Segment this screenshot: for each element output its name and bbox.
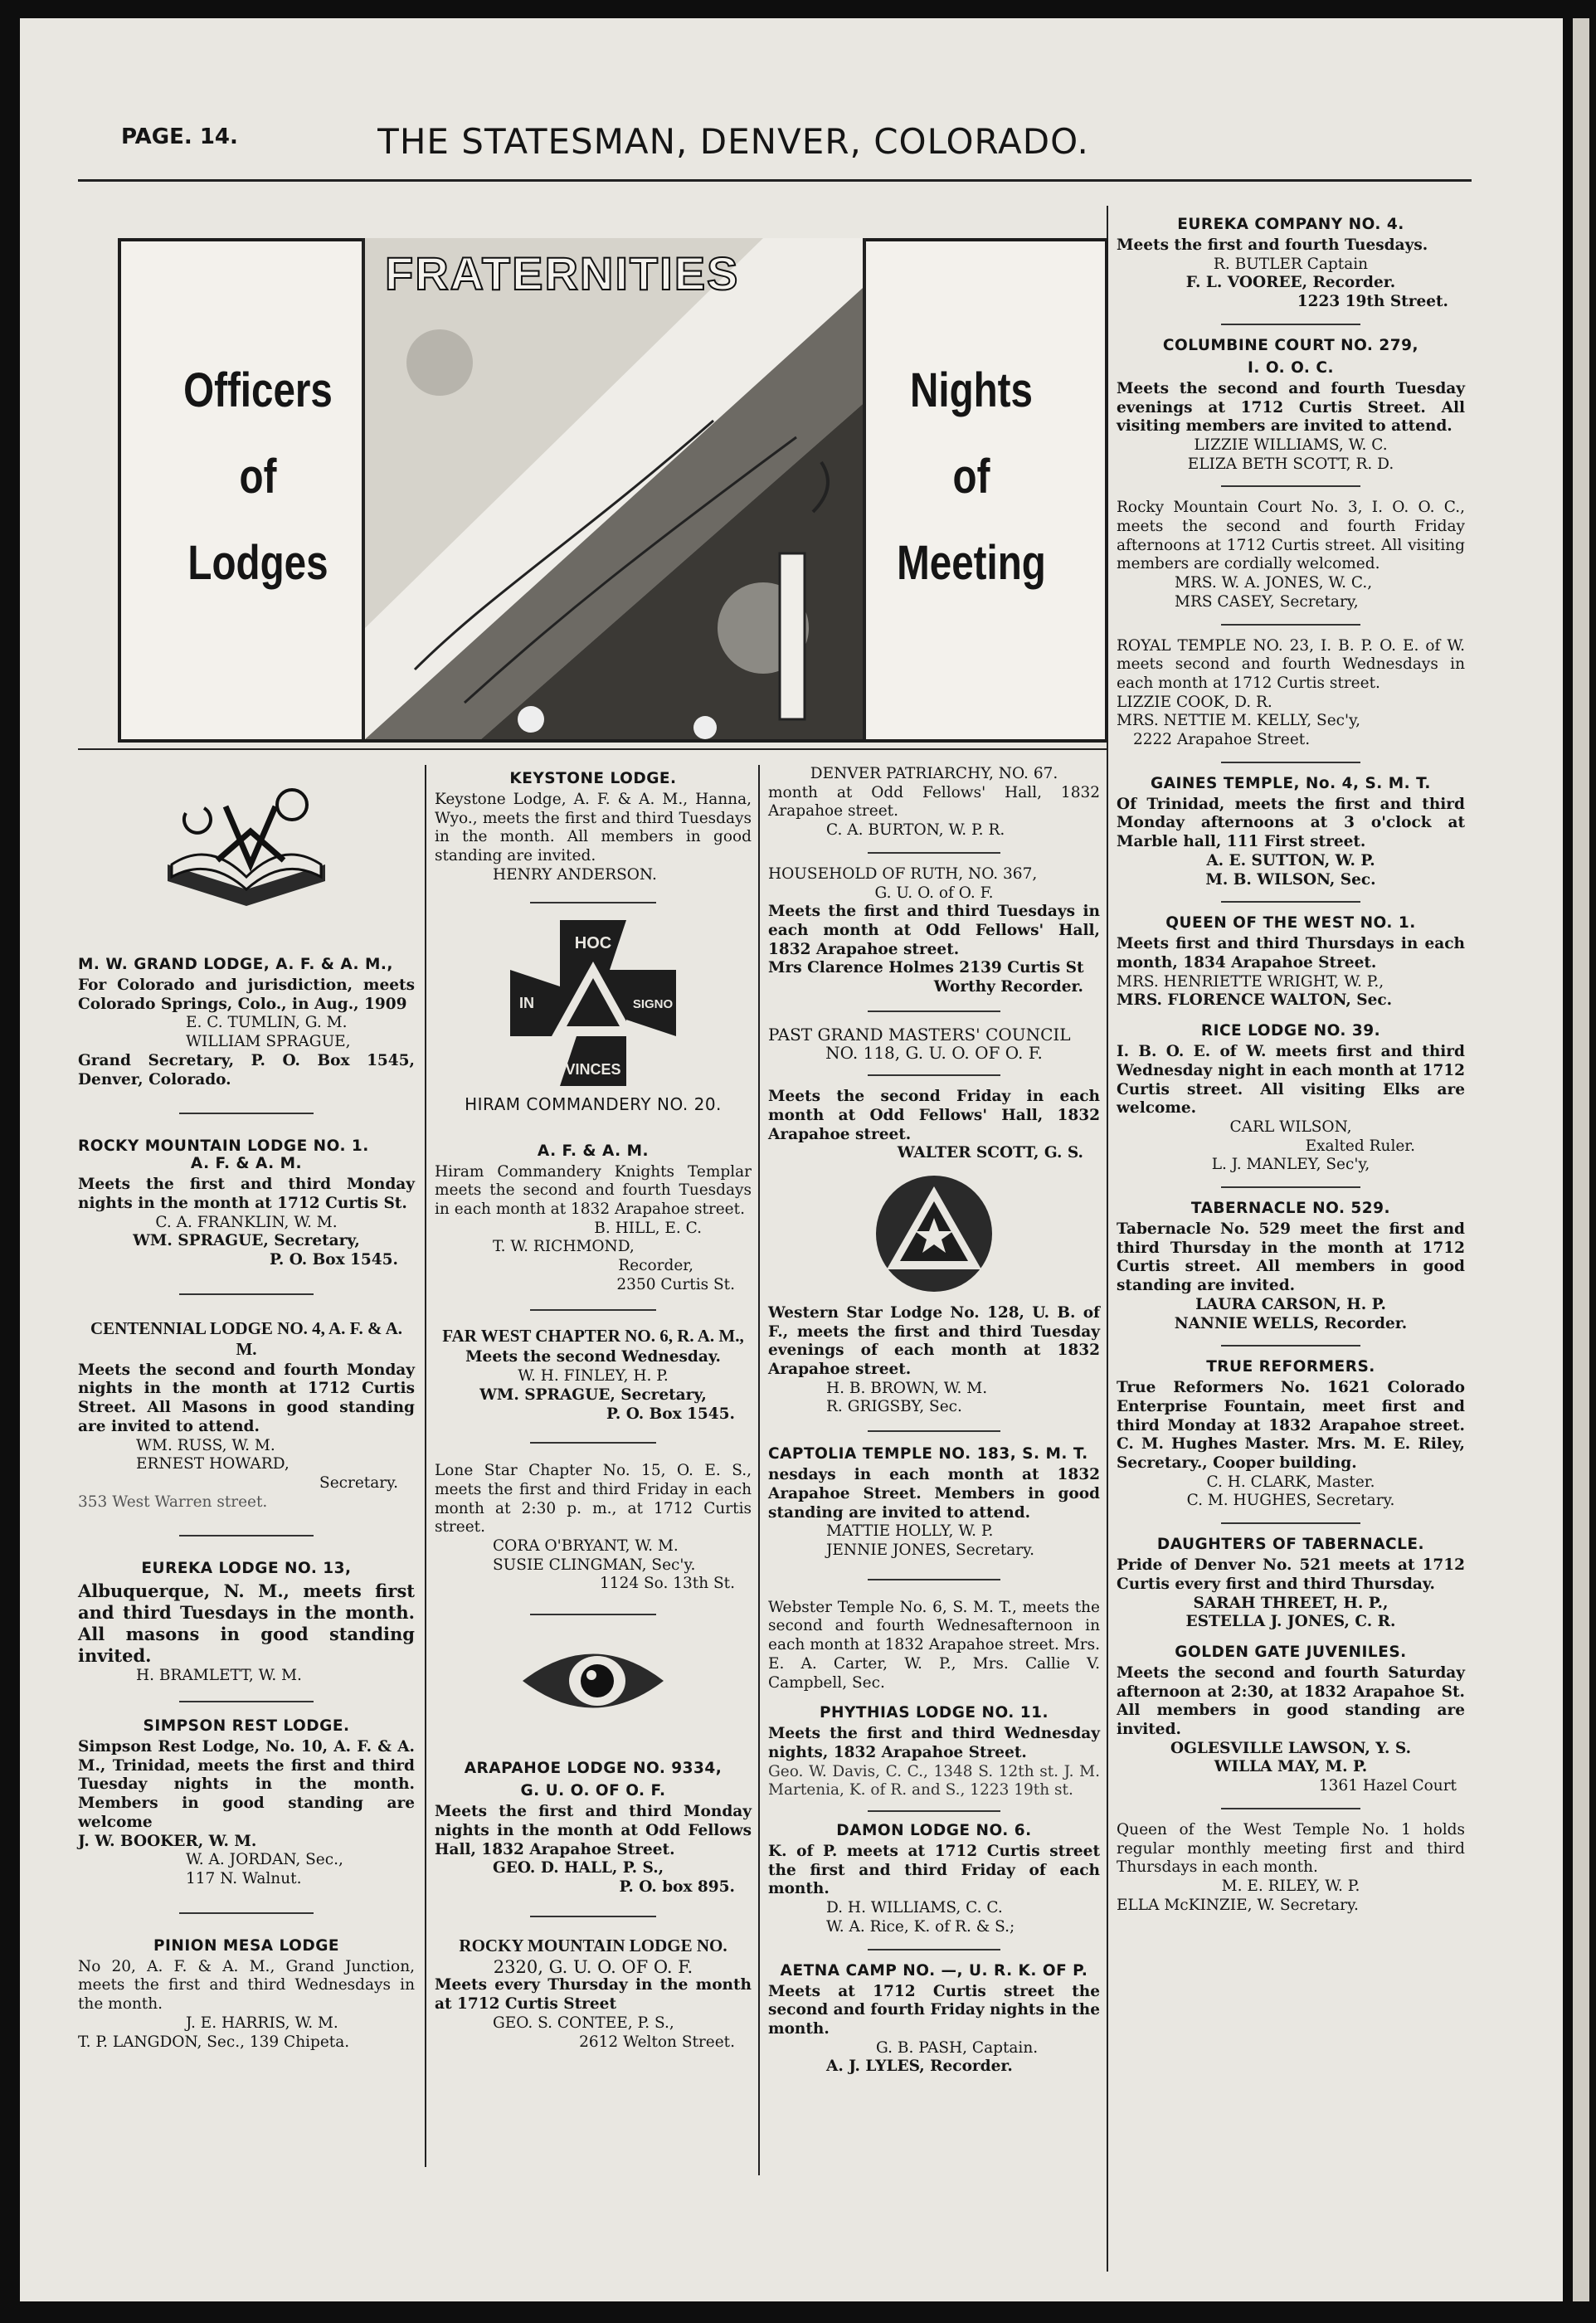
officer-line: 1361 Hazel Court xyxy=(1318,1777,1457,1795)
columbine-court-title: COLUMBINE COURT NO. 279, xyxy=(1162,336,1419,354)
officer-line: SUSIE CLINGMAN, Sec'y. xyxy=(493,1556,696,1574)
divider xyxy=(530,902,657,903)
mw-grand-lodge-body: For Colorado and jurisdiction, meets Colorado Springs, Colo., in Aug., 1909 xyxy=(78,976,415,1013)
column-4 xyxy=(1117,211,1465,1915)
officer-line: W. A. JORDAN, Sec., xyxy=(186,1851,343,1869)
divider xyxy=(179,1701,314,1702)
divider xyxy=(1221,324,1360,325)
officer-line: P. O. box 895. xyxy=(619,1877,735,1896)
lone-star-chapter-body: Lone Star Chapter No. 15, O. E. S., meets the first and third Friday in each month at 2:30 p. m., at 1712 Curtis street. xyxy=(435,1462,752,1536)
emblem-text-left: IN xyxy=(519,994,534,1011)
officer-line: NANNIE WELLS, Recorder. xyxy=(1174,1314,1408,1332)
officer-line: WM. SPRAGUE, Secretary, xyxy=(133,1232,360,1250)
divider xyxy=(1221,1345,1360,1347)
officer-line: T. P. LANGDON, Sec., 139 Chipeta. xyxy=(78,2033,350,2051)
past-grand-masters-title: PAST GRAND MASTERS' COUNCIL xyxy=(768,1024,1071,1045)
fraternities-illustration xyxy=(362,238,866,739)
pinion-mesa-lodge-body: No 20, A. F. & A. M., Grand Junction, meets the first and third Wednesdays in the month. xyxy=(78,1957,415,2014)
officer-line: W. H. FINLEY, H. P. xyxy=(518,1367,669,1386)
illustration-title: FRATERNITIES xyxy=(385,247,740,300)
officer-line: C. H. CLARK, Master. xyxy=(1206,1473,1375,1491)
officer-line: T. W. RICHMOND, xyxy=(493,1238,635,1256)
banner-word: Lodges xyxy=(187,536,328,590)
hiram-commandery-title: HIRAM COMMANDERY NO. 20. xyxy=(465,1093,722,1114)
denver-patriarchy-body: month at Odd Fellows' Hall, 1832 Arapahoe street. xyxy=(768,783,1100,821)
star-triangle-emblem-icon xyxy=(872,1171,996,1296)
templar-cross-icon xyxy=(510,920,676,1086)
emblem-text-bottom: VINCES xyxy=(565,1060,621,1078)
officer-line: W. A. Rice, K. of R. & S.; xyxy=(826,1917,1015,1936)
officer-line: H. B. BROWN, W. M. xyxy=(826,1379,988,1397)
emblem-text-right: SIGNO xyxy=(632,996,674,1011)
divider xyxy=(530,1916,657,1917)
simpson-rest-lodge-body: Simpson Rest Lodge, No. 10, A. F. & A. M., Trinidad, meets the first and third Tuesday nights in the month. Members in good standing are welcome xyxy=(78,1738,415,1831)
officer-line: ERNEST HOWARD, xyxy=(136,1455,290,1473)
denver-patriarchy-title: DENVER PATRIARCHY, NO. 67. xyxy=(810,765,1058,782)
keystone-lodge-body: Keystone Lodge, A. F. & A. M., Hanna, Wyo., meets the first and third Tuesdays in the month. All members in good standing are invited. xyxy=(435,791,752,865)
officer-line: JENNIE JONES, Secretary. xyxy=(826,1541,1034,1559)
true-reformers-body: True Reformers No. 1621 Colorado Enterprise Fountain, meet first and third Monday at 1832 Arapahoe street. C. M. Hughes Master. Mrs. M. E. Riley, Secretary., Cooper building. xyxy=(1117,1379,1465,1473)
banner-word: Meeting xyxy=(897,536,1046,590)
rocky-mountain-lodge-body: Meets the first and third Monday nights in the month at 1712 Curtis St. xyxy=(78,1176,415,1212)
officer-line: ESTELLA J. JONES, C. R. xyxy=(1185,1613,1396,1631)
western-star-lodge-body: Western Star Lodge No. 128, U. B. of F., meets the first and third Tuesday evenings of each month at 1832 Arapahoe street. xyxy=(768,1303,1100,1379)
officer-line: CARL WILSON, xyxy=(1229,1118,1352,1136)
officer-line: MRS. HENRIETTE WRIGHT, W. P., xyxy=(1117,972,1384,991)
officer-line: CORA O'BRYANT, W. M. xyxy=(493,1537,679,1556)
queen-of-the-west-title: QUEEN OF THE WEST NO. 1. xyxy=(1165,914,1416,933)
officer-line: WM. RUSS, W. M. xyxy=(136,1436,275,1454)
rocky-mountain-lodge-sub: A. F. & A. M. xyxy=(190,1155,303,1173)
divider xyxy=(1221,485,1360,487)
fraternities-illustration-art xyxy=(365,238,863,739)
keystone-lodge-title: KEYSTONE LODGE. xyxy=(509,770,677,787)
captolia-temple-body: nesdays in each month at 1832 Arapahoe Street. Members in good standing are invited to attend. xyxy=(768,1466,1100,1522)
far-west-chapter-body: Meets the second Wednesday. xyxy=(465,1348,721,1366)
gaines-temple-body: Of Trinidad, meets the first and third Monday afternoons at 3 o'clock at Marble hall, 111 First street. xyxy=(1117,795,1465,851)
officer-line: B. HILL, E. C. xyxy=(594,1219,702,1237)
officer-line: MRS. NETTIE M. KELLY, Sec'y, xyxy=(1117,712,1361,730)
simpson-rest-lodge-title: SIMPSON REST LODGE. xyxy=(143,1717,350,1736)
queen-of-the-west-body: Meets first and third Thursdays in each month, 1834 Arapahoe Street. xyxy=(1117,935,1465,972)
columbine-court-sub: I. O. O. C. xyxy=(1247,358,1335,377)
officer-line: LAURA CARSON, H. P. xyxy=(1195,1295,1386,1313)
centennial-lodge-body: Meets the second and fourth Monday nights in the month at 1712 Curtis Street. All Masons in good standing are invited to attend. xyxy=(78,1361,415,1435)
officer-line: MATTIE HOLLY, W. P. xyxy=(826,1522,994,1541)
banner-word: Nights xyxy=(910,363,1033,417)
all-seeing-eye-icon xyxy=(518,1635,668,1726)
divider xyxy=(868,1949,1000,1950)
officer-line: 353 West Warren street. xyxy=(78,1493,268,1511)
golden-gate-juveniles-body: Meets the second and fourth Saturday afternoon at 2:30, at 1832 Arapahoe St. All members in good standing are invited. xyxy=(1117,1663,1465,1739)
arapahoe-lodge-body: Meets the first and third Monday nights in the month at Odd Fellows Hall, 1832 Arapahoe Street. xyxy=(435,1803,752,1858)
banner-right-text xyxy=(859,348,1084,606)
officer-line: J. E. HARRIS, W. M. xyxy=(186,2014,338,2032)
rice-lodge-title: RICE LODGE NO. 39. xyxy=(1200,1022,1381,1040)
column-2 xyxy=(435,765,752,2052)
banner-word: of xyxy=(239,450,277,504)
officer-line: A. E. SUTTON, W. P. xyxy=(1206,851,1375,869)
officer-line: E. C. TUMLIN, G. M. xyxy=(186,1014,348,1032)
hiram-commandery-body: Hiram Commandery Knights Templar meets the second and fourth Tuesdays in each month at 1832 Arapahoe street. xyxy=(435,1162,752,1218)
divider xyxy=(179,1113,314,1114)
divider xyxy=(868,1074,1000,1076)
damon-lodge-title: DAMON LODGE NO. 6. xyxy=(836,1822,1032,1840)
officer-line: Exalted Ruler. xyxy=(1305,1137,1415,1155)
officer-line: 117 N. Walnut. xyxy=(186,1869,302,1887)
divider xyxy=(868,1810,1000,1812)
officer-line: 2612 Welton Street. xyxy=(579,2033,735,2051)
officer-line: C. A. FRANKLIN, W. M. xyxy=(155,1213,338,1231)
officer-line: D. H. WILLIAMS, C. C. xyxy=(826,1899,1003,1917)
divider xyxy=(530,1442,657,1444)
officer-line: L. J. MANLEY, Sec'y, xyxy=(1211,1156,1370,1174)
officer-line: GEO. D. HALL, P. S., xyxy=(493,1859,664,1877)
phythias-lodge-body: Meets the first and third Wednesday nights, 1832 Arapahoe Street. xyxy=(768,1725,1100,1761)
officer-line: F. L. VOOREE, Recorder. xyxy=(1185,274,1396,292)
officer-line: 2222 Arapahoe Street. xyxy=(1133,731,1311,749)
divider xyxy=(530,1309,657,1311)
far-west-chapter-title: FAR WEST CHAPTER NO. 6, R. A. M., xyxy=(442,1326,744,1347)
officer-line: Mrs Clarence Holmes 2139 Curtis St xyxy=(768,959,1084,977)
officer-line: MRS. W. A. JONES, W. C., xyxy=(1175,574,1373,592)
officer-line: J. W. BOOKER, W. M. xyxy=(78,1832,257,1850)
officer-line: HENRY ANDERSON. xyxy=(493,865,657,884)
webster-temple-body: Webster Temple No. 6, S. M. T., meets the second and fourth Wednesafternoon in each month at 1832 Arapahoe street. Mrs. E. A. Carter, W. P., Mrs. Callie V. Campbell, Sec. xyxy=(768,1598,1100,1692)
queen-west-temple-body: Queen of the West Temple No. 1 holds regular monthly meeting first and third Thursdays in each month. xyxy=(1117,1820,1465,1877)
officer-line: WILLIAM SPRAGUE, xyxy=(186,1033,351,1051)
officer-line: MRS CASEY, Secretary, xyxy=(1175,592,1359,611)
officer-line: H. BRAMLETT, W. M. xyxy=(136,1667,302,1685)
divider xyxy=(868,1579,1000,1580)
gaines-temple-title: GAINES TEMPLE, No. 4, S. M. T. xyxy=(1151,774,1431,792)
rocky-mountain-lodge-2320-sub: 2320, G. U. O. OF O. F. xyxy=(493,1956,693,1977)
officer-line: P. O. Box 1545. xyxy=(269,1251,398,1269)
columbine-court-body: Meets the second and fourth Tuesday evenings at 1712 Curtis Street. All visiting members are invited to attend. xyxy=(1117,379,1465,436)
tabernacle-body: Tabernacle No. 529 meet the first and third Thursday in the month at 1712 Curtis street. All members in good standing are invited. xyxy=(1117,1220,1465,1295)
true-reformers-title: TRUE REFORMERS. xyxy=(1206,1358,1375,1376)
officer-line: 1124 So. 13th St. xyxy=(600,1575,735,1593)
divider xyxy=(530,1614,657,1615)
officer-line: GEO. S. CONTEE, P. S., xyxy=(493,2014,674,2032)
divider xyxy=(1221,624,1360,626)
divider xyxy=(1221,1808,1360,1809)
officer-line: C. A. BURTON, W. P. R. xyxy=(826,821,1005,840)
column-3 xyxy=(768,765,1100,2077)
newspaper-page xyxy=(20,18,1563,2301)
arapahoe-lodge-title: ARAPAHOE LODGE NO. 9334, xyxy=(464,1760,723,1778)
household-of-ruth-body: Meets the first and third Tuesdays in each month at Odd Fellows' Hall, 1832 Arapahoe street. xyxy=(768,903,1100,958)
officer-line: P. O. Box 1545. xyxy=(606,1405,735,1423)
household-of-ruth-title: HOUSEHOLD OF RUTH, NO. 367, xyxy=(768,864,1038,883)
divider xyxy=(868,1430,1000,1432)
officer-line: 1223 19th Street. xyxy=(1297,293,1448,311)
officer-line: Recorder, xyxy=(618,1257,693,1275)
officer-line: 2350 Curtis St. xyxy=(616,1275,735,1293)
daughters-of-tabernacle-title: DAUGHTERS OF TABERNACLE. xyxy=(1156,1536,1425,1554)
aetna-camp-body: Meets at 1712 Curtis street the second and fourth Friday nights in the month. xyxy=(768,1982,1101,2038)
divider xyxy=(868,1011,1000,1012)
officer-line: WM. SPRAGUE, Secretary, xyxy=(479,1386,707,1404)
officer-line: ELIZA BETH SCOTT, R. D. xyxy=(1187,455,1394,473)
hiram-commandery-sub: A. F. & A. M. xyxy=(537,1142,650,1160)
officer-line: Worthy Recorder. xyxy=(933,978,1083,996)
eureka-lodge-body: Albuquerque, N. M., meets first and third Tuesdays in the month. All masons in good standing invited. xyxy=(78,1580,415,1667)
officer-line: Grand Secretary, P. O. Box 1545, Denver, Colorado. xyxy=(78,1051,415,1088)
officer-line: MRS. FLORENCE WALTON, Sec. xyxy=(1117,991,1393,1010)
past-grand-masters-sub: NO. 118, G. U. O. OF O. F. xyxy=(825,1043,1043,1064)
fraternities-banner xyxy=(118,238,1108,743)
adjacent-page-edge xyxy=(1573,18,1589,2301)
officer-line: Secretary. xyxy=(319,1473,398,1492)
rocky-mountain-court-body: Rocky Mountain Court No. 3, I. O. O. C., meets the second and fourth Friday afternoons at 1712 Curtis street. All visiting members are cordially welcomed. xyxy=(1117,499,1465,573)
divider xyxy=(1221,762,1360,763)
damon-lodge-body: K. of P. meets at 1712 Curtis street the first and third Friday of each month. xyxy=(768,1843,1100,1898)
emblem-text-top: HOC xyxy=(574,933,612,952)
officer-line: M. E. RILEY, W. P. xyxy=(1221,1877,1360,1895)
rocky-mountain-lodge-title: ROCKY MOUNTAIN LODGE NO. 1. xyxy=(78,1137,369,1156)
royal-temple-body: ROYAL TEMPLE NO. 23, I. B. P. O. E. of W. meets second and fourth Wednesdays in each month at 1712 Curtis street. xyxy=(1117,636,1465,692)
officer-line: OGLESVILLE LAWSON, Y. S. xyxy=(1170,1739,1412,1757)
arapahoe-lodge-sub: G. U. O. OF O. F. xyxy=(520,1782,666,1800)
officer-line: LIZZIE WILLIAMS, W. C. xyxy=(1194,436,1388,454)
officer-line: ELLA McKINZIE, W. Secretary. xyxy=(1117,1896,1359,1914)
centennial-lodge-title: CENTENNIAL LODGE NO. 4, A. F. & A. M. xyxy=(90,1317,403,1359)
pinion-mesa-lodge-title: PINION MESA LODGE xyxy=(153,1936,340,1955)
phythias-lodge-title: PHYTHIAS LODGE NO. 11. xyxy=(819,1704,1049,1722)
divider xyxy=(1221,1522,1360,1524)
rice-lodge-body: I. B. O. E. of W. meets first and third Wednesday night in each month at 1712 Curtis street. All visiting Elks are welcome. xyxy=(1117,1043,1465,1118)
officer-line: M. B. WILSON, Sec. xyxy=(1205,870,1376,889)
eureka-lodge-title: EUREKA LODGE NO. 13, xyxy=(141,1560,352,1578)
aetna-camp-title: AETNA CAMP NO. —, U. R. K. OF P. xyxy=(780,1961,1088,1980)
eureka-company-title: EUREKA COMPANY NO. 4. xyxy=(1177,216,1404,233)
eureka-company-body: Meets the first and fourth Tuesdays. xyxy=(1117,236,1428,254)
golden-gate-juveniles-title: GOLDEN GATE JUVENILES. xyxy=(1175,1643,1407,1661)
page-number: PAGE. 14. xyxy=(121,124,238,149)
open-book-square-compass-icon xyxy=(151,782,342,923)
banner-word: Officers xyxy=(183,363,333,417)
officer-line: R. BUTLER Captain xyxy=(1213,255,1369,273)
column-rule xyxy=(425,765,426,2167)
masthead: THE STATESMAN, DENVER, COLORADO. xyxy=(377,121,1089,162)
divider xyxy=(1221,1186,1360,1188)
banner-word: of xyxy=(952,450,990,504)
household-of-ruth-sub: G. U. O. of O. F. xyxy=(874,884,994,902)
rocky-mountain-lodge-2320-body: Meets every Thursday in the month at 1712 Curtis Street xyxy=(435,1976,752,2014)
daughters-of-tabernacle-body: Pride of Denver No. 521 meets at 1712 Curtis every first and third Thursday. xyxy=(1117,1556,1465,1593)
officer-line: LIZZIE COOK, D. R. xyxy=(1117,693,1272,711)
officer-line: WILLA MAY, M. P. xyxy=(1214,1758,1368,1776)
mw-grand-lodge-title: M. W. GRAND LODGE, A. F. & A. M., xyxy=(78,956,393,973)
officer-line: WALTER SCOTT, G. S. xyxy=(897,1144,1083,1162)
past-grand-masters-body: Meets the second Friday in each month at Odd Fellows' Hall, 1832 Arapahoe street. xyxy=(768,1088,1100,1143)
officer-line: A. J. LYLES, Recorder. xyxy=(826,2058,1013,2076)
divider xyxy=(179,1535,314,1536)
column-rule xyxy=(758,765,760,2175)
officer-line: C. M. HUGHES, Secretary. xyxy=(1186,1492,1395,1510)
banner-rule xyxy=(78,748,1107,750)
masthead-rule xyxy=(78,179,1472,182)
divider xyxy=(179,1293,314,1295)
officer-line: R. GRIGSBY, Sec. xyxy=(826,1398,962,1416)
officer-line: G. B. PASH, Captain. xyxy=(876,2038,1039,2057)
rocky-mountain-lodge-2320-title: ROCKY MOUNTAIN LODGE NO. xyxy=(459,1935,727,1955)
phythias-lodge-officers: Geo. W. Davis, C. C., 1348 S. 12th st. J. M. Martenia, K. of R. and S., 1223 19th st. xyxy=(768,1762,1100,1799)
captolia-temple-title: CAPTOLIA TEMPLE NO. 183, S. M. T. xyxy=(768,1445,1088,1463)
column-1 xyxy=(78,773,415,2052)
tabernacle-title: TABERNACLE NO. 529. xyxy=(1190,1200,1391,1218)
divider xyxy=(179,1912,314,1914)
banner-left-text xyxy=(146,348,371,606)
divider xyxy=(868,852,1000,854)
officer-line: SARAH THREET, H. P., xyxy=(1193,1594,1389,1612)
divider xyxy=(1221,901,1360,903)
